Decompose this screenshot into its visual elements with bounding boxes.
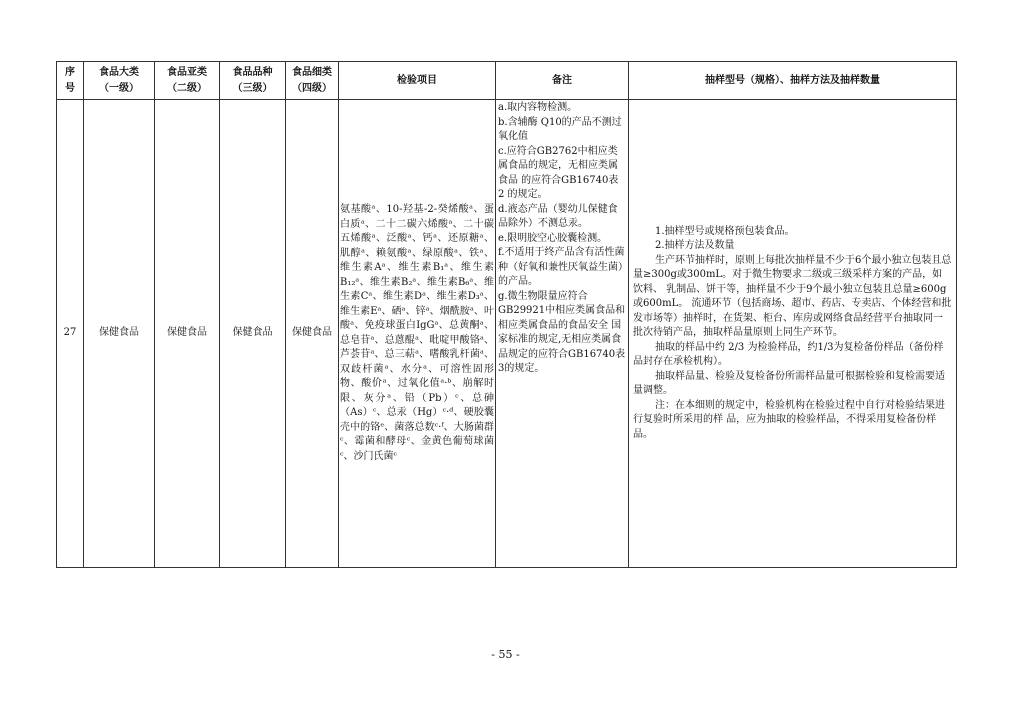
row-category-3: 保健食品 [220, 100, 286, 568]
header-category-2-name: 食品亚类 [167, 66, 207, 78]
note-e: e.限明胶空心胶囊检测。 [498, 232, 608, 244]
method-paragraph-production: 生产环节抽样时，原则上每批次抽样量不少于6个最小独立包装且总量≥300g或300mL。对于微生物要求二级或三级采样方案的产品，如饮料、 乳制品、饼干等，抽样量不少于9个最小独立包装且总量≥600g或600mL。 流通环节（包括商场、超市、药店、专卖店、个体经营和批发市场等）抽样时，在货架、柜台、库房或网络食品经营平台抽取同一批次待销产品，抽取样品量原则上同生产环节。 [633, 254, 952, 339]
row-seq: 27 [57, 100, 84, 568]
method-paragraph-split: 抽取的样品中约 2/3 为检验样品，约1/3为复检备份样品（备份样品封存在承检机构）。 [633, 341, 944, 368]
header-category-4-level: （四级） [292, 82, 332, 94]
note-a: a.取内容物检测。 [498, 102, 578, 113]
header-sampling-method: 抽样型号（规格）、抽样方法及抽样数量 [629, 62, 957, 100]
header-category-1-level: （一级） [99, 82, 139, 94]
note-f: f.不适用于终产品含有活性菌种（好氧和兼性厌氧益生菌）的产品。 [498, 247, 625, 287]
header-category-3-level: （三级） [232, 82, 273, 94]
row-category-1: 保健食品 [84, 100, 155, 568]
header-category-3-name: 食品品种 [232, 66, 273, 78]
note-g: g.微生物限量应符合GB29921中相应类属食品和相应类属食品的食品安全 国家标准的规定,无相应类属食品规定的应符合GB16740表3的规定。 [498, 290, 626, 374]
table-row [57, 100, 957, 568]
note-d: d.液态产品（婴幼儿保健食品除外）不测总汞。 [498, 203, 618, 229]
header-seq-line2: 号 [65, 82, 75, 94]
header-category-1 [84, 62, 155, 100]
sampling-table [56, 61, 957, 568]
note-c: c.应符合GB2762中相应类属食品的规定，无相应类属食品 的应符合GB16740表 2 的规定。 [498, 145, 619, 200]
row-category-2: 保健食品 [155, 100, 220, 568]
method-item-2: 2.抽样方法及数量 [655, 240, 735, 252]
header-category-2-level: （二级） [167, 82, 207, 94]
header-notes: 备注 [496, 62, 629, 100]
header-seq [57, 62, 84, 100]
method-paragraph-note: 注：在本细则的规定中，检验机构在检验过程中自行对检验结果进行复验时所采用的样 品，应为抽取的检验样品，不得采用复检备份样品。 [633, 399, 945, 440]
method-item-1: 1.抽样型号或规格预包装食品。 [655, 225, 795, 237]
row-category-4: 保健食品 [286, 100, 339, 568]
note-b: b.含辅酶 Q10的产品不测过氧化值 [498, 116, 622, 142]
row-notes [496, 100, 629, 568]
header-category-2 [155, 62, 220, 100]
row-sampling-method [629, 100, 957, 568]
row-test-items: 氨基酸ᵃ、10-羟基-2-癸烯酸ᵃ、蛋白质ᵃ、二十二碳六烯酸ᵃ、二十碳五烯酸ᵃ、泛酸ᵃ、钙ᵃ、还原糖ᵃ、肌醇ᵃ、赖氨酸ᵃ、绿原酸ᵃ、铁ᵃ、维生素Aᵃ、维生素B₁ᵃ、维生素B₁₂ᵃ、维生素B₂ᵃ、维生素B₆ᵃ、维生素Cᵃ、维生素Dᵃ、维生素D₃ᵃ、维生素Eᵃ、硒ᵃ、锌ᵃ、烟酰胺ᵃ、叶酸ᵃ、免疫球蛋白IgGᵃ、总黄酮ᵃ、总皂苷ᵃ、总蒽醌ᵃ、吡啶甲酸铬ᵃ、芦荟苷ᵃ、总三萜ᵃ、嗜酸乳杆菌ᵃ、双歧杆菌ᵃ、水分ᵃ、可溶性固形物、酸价ᵃ、过氧化值ᵃ·ᵇ、崩解时限、灰分ᵃ、铅（Pb）ᶜ、总砷（As）ᶜ、总汞（Hg）ᶜ·ᵈ、硬胶囊壳中的铬ᵉ、菌落总数ᶜ·ᶠ、大肠菌群ᶜ、霉菌和酵母ᶜ、金黄色葡萄球菌ᶜ、沙门氏菌ᶜ [339, 100, 496, 568]
header-seq-line1: 序 [65, 66, 75, 78]
header-category-4-name: 食品细类 [292, 66, 332, 78]
method-paragraph-adjust: 抽取样品量、检验及复检备份所需样品量可根据检验和复检需要适量调整。 [633, 370, 945, 397]
header-test-items: 检验项目 [339, 62, 496, 100]
header-category-4 [286, 62, 339, 100]
page-number: - 55 - [491, 648, 520, 661]
header-category-3 [220, 62, 286, 100]
header-row [57, 62, 957, 100]
header-category-1-name: 食品大类 [99, 66, 139, 78]
